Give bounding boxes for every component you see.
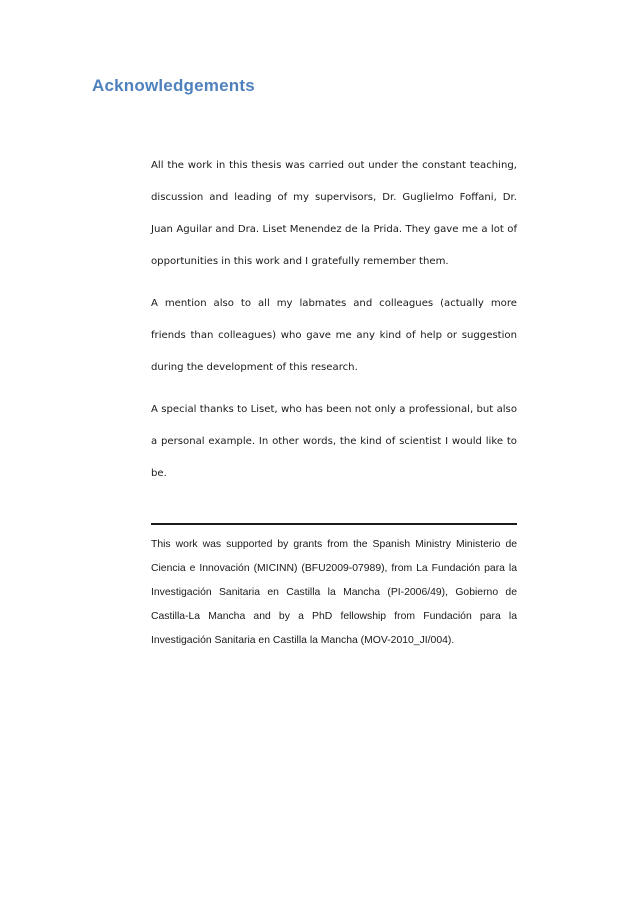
page-title: Acknowledgements (92, 76, 255, 95)
acknowledgements-body (151, 150, 517, 500)
section-divider (151, 523, 517, 525)
funding-note: This work was supported by grants from the Spanish Ministry Ministerio de Ciencia e Innovación (MICINN) (BFU2009-07989), from La Fundación para la Investigación Sanitaria en Castilla la Mancha (PI-2006/49), Gobierno de Castilla-La Mancha and by a PhD fellowship from Fundación para la Investigación Sanitaria en Castilla la Mancha (MOV-2010_JI/004). (151, 539, 517, 646)
paragraph-labmates: A mention also to all my labmates and colleagues (actually more friends than colleagues) who gave me any kind of help or suggestion during the development of this research. (151, 298, 517, 373)
paragraph-supervisors: All the work in this thesis was carried out under the constant teaching, discussion and leading of my supervisors, Dr. Guglielmo Foffani, Dr. Juan Aguilar and Dra. Liset Menendez de la Prida. They gave me a lot of opportunities in this work and I gratefully remember them. (151, 160, 517, 267)
paragraph-special-thanks: A special thanks to Liset, who has been not only a professional, but also a personal example. In other words, the kind of scientist I would like to be. (151, 404, 517, 479)
